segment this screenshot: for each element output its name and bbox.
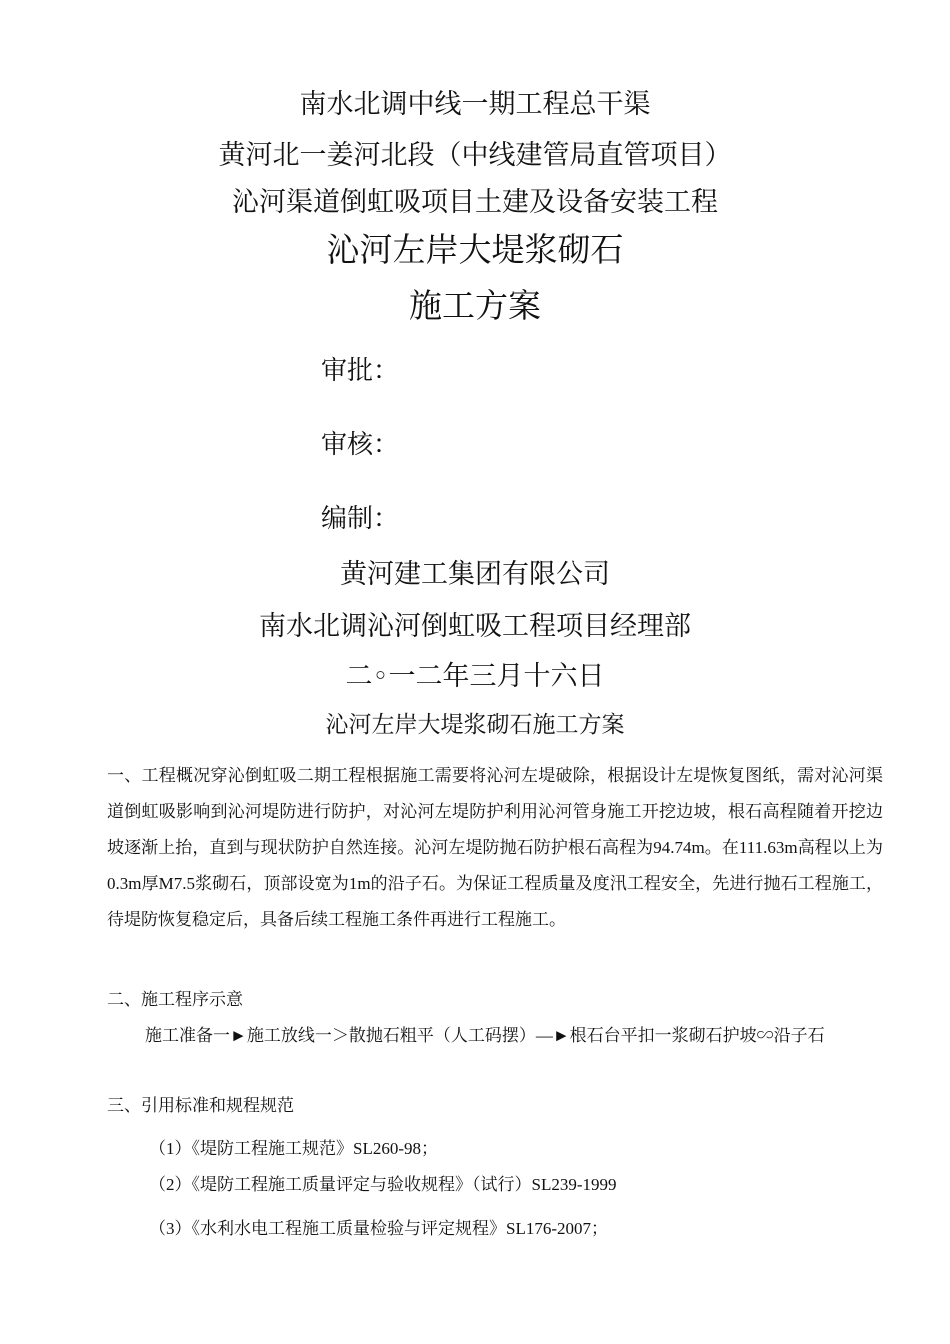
cover-main-subtitle: 施工方案 — [409, 286, 541, 325]
review-label: 审核： — [321, 430, 400, 460]
section-2-heading: 二、施工程序示意 — [107, 990, 243, 1009]
reference-item: （1）《堤防工程施工规范》SL260-98； — [149, 1139, 438, 1158]
approval-label: 审批： — [321, 356, 400, 386]
reference-item: （2）《堤防工程施工质量评定与验收规程》（试行）SL239-1999 — [149, 1175, 617, 1194]
cover-title-line-2: 黄河北一姜河北段（中线建管局直管项目） — [218, 140, 732, 171]
section-3-heading: 三、引用标准和规程规范 — [107, 1096, 294, 1115]
section-1-paragraph: 一、工程概况穿沁倒虹吸二期工程根据施工需要将沁河左堤破除，根据设计左堤恢复图纸，需对沁河渠道倒虹吸影响到沁河堤防进行防护，对沁河左堤防护利用沁河管身施工开挖边坡，根石高程随着开挖边坡逐渐上抬，直到与现状防护自然连接。沁河左堤防抛石防护根石高程为94.74m。在111.63m高程以上为0.3m厚M7.5浆砌石，顶部设宽为1m的沿子石。为保证工程质量及度汛工程安全，先进行抛石工程施工，待堤防恢复稳定后，具备后续工程施工条件再进行工程施工。 — [107, 766, 883, 929]
cover-main-title: 沁河左岸大堤浆砌石 — [326, 230, 624, 269]
project-department: 南水北调沁河倒虹吸工程项目经理部 — [259, 611, 691, 642]
company-name: 黄河建工集团有限公司 — [340, 559, 610, 590]
document-date: 二◦一二年三月十六日 — [345, 661, 605, 692]
compile-label: 编制： — [321, 504, 400, 534]
construction-flow-text: 施工准备一►施工放线一＞散抛石粗平（人工码摆）—►根石台平扣一浆砌石护坡∽沿子石 — [145, 1026, 825, 1045]
cover-title-line-1: 南水北调中线一期工程总干渠 — [299, 89, 651, 120]
document-title: 沁河左岸大堤浆砌石施工方案 — [325, 712, 625, 738]
cover-title-line-3: 沁河渠道倒虹吸项目土建及设备安装工程 — [232, 187, 718, 218]
reference-item: （3）《水利水电工程施工质量检验与评定规程》SL176-2007； — [149, 1219, 608, 1238]
